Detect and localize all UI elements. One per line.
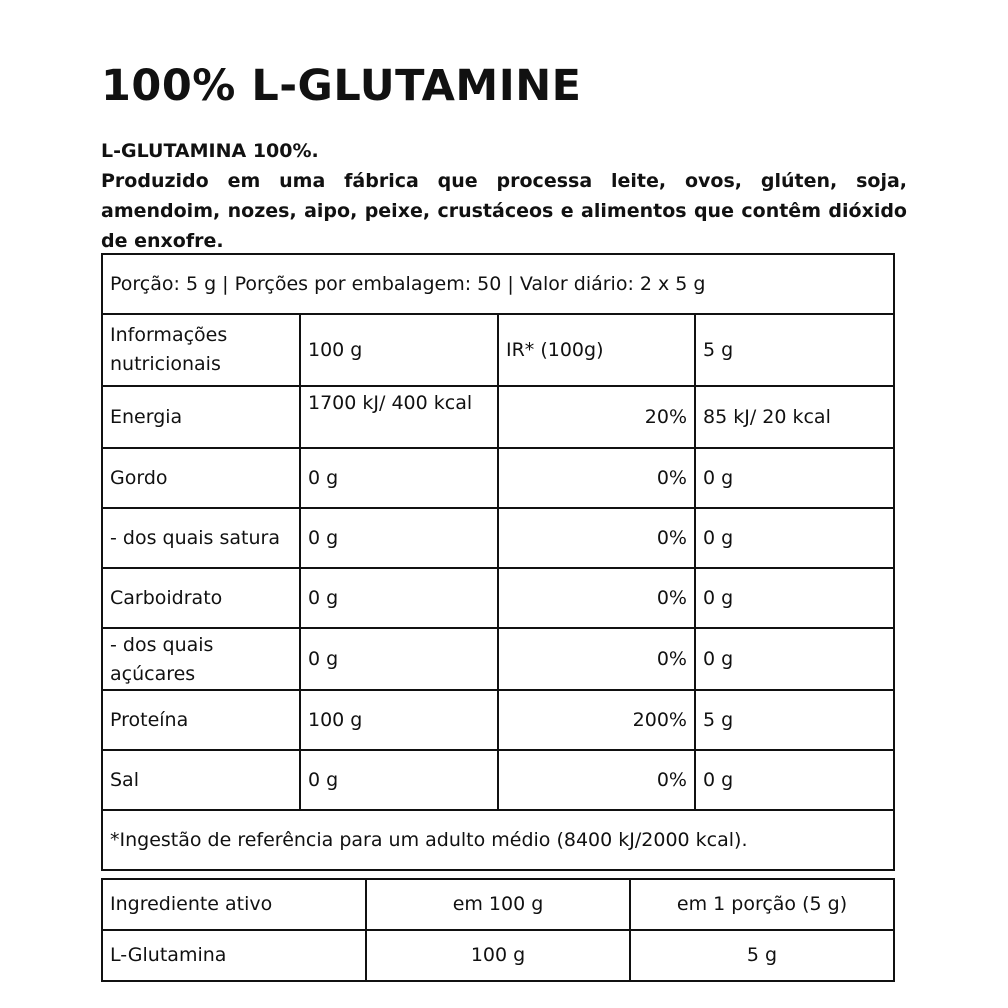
- ingredient-per-serving: 5 g: [630, 930, 894, 981]
- nutrient-name-text: - dos quais açúcares: [110, 634, 214, 685]
- nutrient-per-serving: 0 g: [695, 568, 894, 628]
- nutrient-per-100g: 0 g: [300, 568, 498, 628]
- nutrient-per-100g: 100 g: [300, 690, 498, 750]
- ingredient-name: L-Glutamina: [102, 930, 366, 981]
- nutrient-reference-intake: 0%: [498, 568, 695, 628]
- table-row: [102, 628, 894, 690]
- nutrient-per-100g: 0 g: [300, 448, 498, 508]
- nutrient-per-serving: 0 g: [695, 750, 894, 810]
- nutrient-name: Carboidrato: [102, 568, 300, 628]
- ingredients-header-row: [102, 879, 894, 930]
- serving-info: Porção: 5 g | Porções por embalagem: 50 | Valor diário: 2 x 5 g: [102, 254, 894, 314]
- nutrient-reference-intake: 0%: [498, 508, 695, 568]
- table-row: [102, 568, 894, 628]
- nutrition-header-row: [102, 314, 894, 386]
- nutrient-name: Gordo: [102, 448, 300, 508]
- allergen-statement: Produzido em uma fábrica que processa leite, ovos, glúten, soja, amendoim, nozes, aipo, peixe, crustáceos e alimentos que contêm dióxido de enxofre.: [101, 170, 907, 252]
- nutrient-per-100g: 0 g: [300, 750, 498, 810]
- header-per-serving: 5 g: [695, 314, 894, 386]
- table-row: [102, 386, 894, 448]
- header-per-100g: 100 g: [300, 314, 498, 386]
- product-name-line: L-GLUTAMINA 100%.: [101, 140, 319, 162]
- footnote-row: [102, 810, 894, 870]
- nutrient-name: Proteína: [102, 690, 300, 750]
- nutrient-per-100g: [300, 386, 498, 448]
- header-in-100g: em 100 g: [366, 879, 630, 930]
- table-row: [102, 508, 894, 568]
- nutrient-per-100g: 0 g: [300, 628, 498, 690]
- header-active-ingredient: Ingrediente ativo: [102, 879, 366, 930]
- nutrient-reference-intake: 0%: [498, 750, 695, 810]
- header-reference-intake: IR* (100g): [498, 314, 695, 386]
- nutrient-name: - dos quais satura: [102, 508, 300, 568]
- ingredient-per-100g: 100 g: [366, 930, 630, 981]
- table-row: [102, 750, 894, 810]
- nutrient-reference-intake: 0%: [498, 628, 695, 690]
- nutrient-per-serving: 0 g: [695, 448, 894, 508]
- table-row: [102, 930, 894, 981]
- table-row: [102, 690, 894, 750]
- nutrient-reference-intake: 200%: [498, 690, 695, 750]
- nutrient-name: Energia: [102, 386, 300, 448]
- ingredients-table: [101, 878, 895, 982]
- nutrient-reference-intake: 20%: [498, 386, 695, 448]
- nutrient-per-100g: 0 g: [300, 508, 498, 568]
- nutrient-name: [102, 628, 300, 690]
- header-in-serving: em 1 porção (5 g): [630, 879, 894, 930]
- nutrient-per-100g-text: 1700 kJ/ 400 kcal: [308, 392, 473, 414]
- nutrition-table: [101, 253, 895, 871]
- nutrient-per-serving: 85 kJ/ 20 kcal: [695, 386, 894, 448]
- nutrient-per-serving: 0 g: [695, 508, 894, 568]
- reference-intake-footnote: *Ingestão de referência para um adulto médio (8400 kJ/2000 kcal).: [102, 810, 894, 870]
- header-nutrient: Informações nutricionais: [102, 314, 300, 386]
- nutrient-reference-intake: 0%: [498, 448, 695, 508]
- nutrient-name: Sal: [102, 750, 300, 810]
- serving-row: [102, 254, 894, 314]
- product-description: [101, 136, 907, 256]
- table-row: [102, 448, 894, 508]
- nutrient-per-serving: 0 g: [695, 628, 894, 690]
- page-title: 100% L-GLUTAMINE: [101, 61, 582, 111]
- nutrient-per-serving: 5 g: [695, 690, 894, 750]
